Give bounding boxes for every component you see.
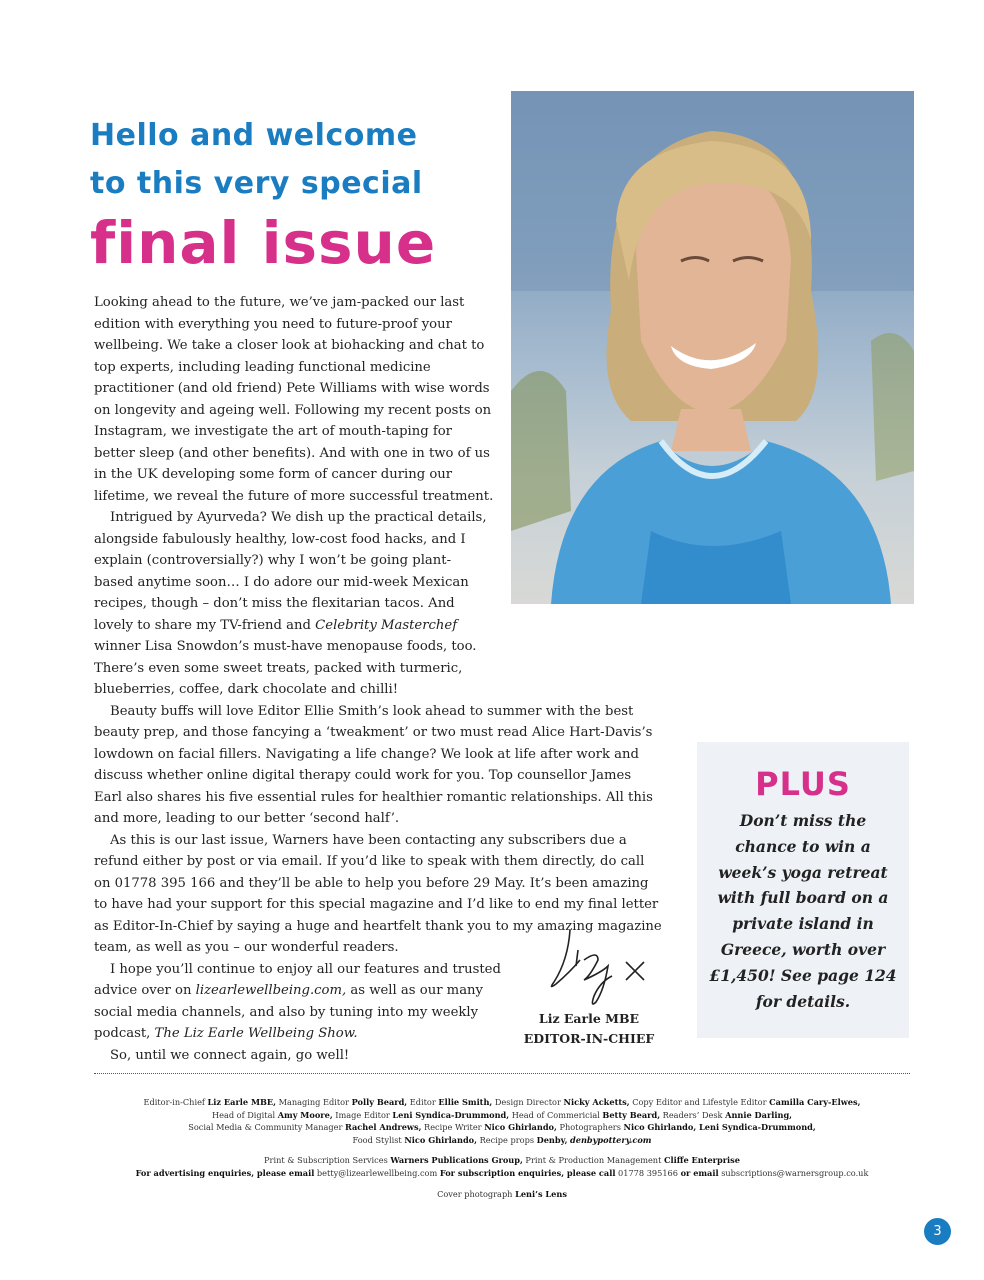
services-credits-block bbox=[94, 1154, 910, 1179]
credit-role: Photographers bbox=[556, 1122, 624, 1133]
credit-role: 01778 395166 bbox=[615, 1167, 681, 1178]
credit-name: Polly Beard, bbox=[351, 1097, 408, 1107]
credit-role: Head of Commericial bbox=[509, 1109, 603, 1120]
credit-role: Copy Editor and Lifestyle Editor bbox=[629, 1097, 770, 1107]
credit-name: Liz Earle MBE, bbox=[207, 1097, 277, 1107]
heading-line-3: final issue bbox=[90, 209, 437, 277]
letter-paragraph-2 bbox=[94, 507, 489, 701]
credits-row bbox=[94, 1134, 910, 1147]
credit-name: denbypottery.com bbox=[570, 1134, 652, 1145]
credit-name: or email bbox=[680, 1167, 719, 1178]
editor-name: Liz Earle MBE bbox=[538, 1011, 640, 1026]
credit-role: Editor-in-Chief bbox=[143, 1097, 208, 1107]
cover-credit-block bbox=[94, 1188, 910, 1201]
letter-paragraph-4-text: As this is our last issue, Warners have been contacting any subscribers due a refund either by post or via email. If you’d like to speak with them directly, do call on 01778 395 166 and they’ll be able to help you before 29 May. It’s been amazing to have had your support for this special magazine and I’d like to end my final letter as Editor-In-Chief by saying a huge and heartfelt thank you to my amazing magazine team, as well as you – our wonderful readers. bbox=[94, 832, 662, 955]
page-heading bbox=[90, 112, 510, 278]
website-link[interactable]: lizearlewellbeing.com, bbox=[195, 983, 347, 998]
letter-paragraph-2-text-a: Intrigued by Ayurveda? We dish up the practical details, alongside fabulously healthy, low-cost food hacks, and I explain (controversially?) why I won’t be going plant-based anytime soon… I do adore our mid-week Mexican recipes, though – don’t miss the flexitarian tacos. And lovely to share my TV-friend and bbox=[94, 510, 487, 633]
credit-role: betty@lizearlewellbeing.com bbox=[314, 1167, 440, 1178]
credit-role: Print & Production Management bbox=[522, 1155, 664, 1166]
podcast-title: The Liz Earle Wellbeing Show. bbox=[154, 1026, 358, 1041]
plus-competition-box bbox=[697, 742, 909, 1038]
credit-name: For subscription enquiries, please call bbox=[439, 1167, 616, 1178]
heading-line-2: to this very special bbox=[90, 166, 423, 201]
credit-name: Nico Ghirlando, Leni Syndica-Drummond, bbox=[623, 1122, 816, 1133]
credit-name: Ellie Smith, bbox=[438, 1097, 493, 1107]
credit-role: Managing Editor bbox=[276, 1097, 352, 1107]
letter-paragraph-6: So, until we connect again, go well! bbox=[110, 1047, 350, 1063]
credits-row bbox=[94, 1188, 910, 1201]
credit-role: Social Media & Community Manager bbox=[188, 1122, 345, 1133]
credit-role: Recipe Writer bbox=[421, 1122, 485, 1133]
credit-name: Nicky Acketts, bbox=[563, 1097, 630, 1107]
page-number-badge: 3 bbox=[924, 1218, 951, 1245]
credit-name: Leni’s Lens bbox=[515, 1188, 567, 1199]
credits-row bbox=[94, 1096, 910, 1109]
credits-row bbox=[94, 1109, 910, 1122]
heading-line-1: Hello and welcome bbox=[90, 118, 418, 153]
letter-paragraph-5-text-a: I hope you’ll continue to enjoy all our features and trusted advice over on bbox=[94, 961, 501, 998]
credit-name: Annie Darling, bbox=[725, 1109, 793, 1120]
editor-signoff bbox=[514, 1009, 664, 1049]
credit-role: Cover photograph bbox=[437, 1188, 516, 1199]
credit-name: Denby, bbox=[536, 1134, 568, 1145]
letter-paragraph-1: Looking ahead to the future, we’ve jam-packed our last edition with everything you need to future-proof your wellbeing. We take a closer look at biohacking and chat to top experts, including leading functional medicine practitioner (and old friend) Pete Williams with wise words on longevity and ageing well. Following my recent posts on Instagram, we investigate the art of mouth-taping for better sleep (and other benefits). And with one in two of us in the UK developing some form of cancer during our lifetime, we reveal the future of more successful treatment. bbox=[94, 295, 494, 504]
celebrity-masterchef-title: Celebrity Masterchef bbox=[315, 617, 458, 633]
editor-title: EDITOR-IN-CHIEF bbox=[523, 1031, 655, 1046]
credits-row bbox=[94, 1154, 910, 1167]
letter-paragraph-3: Beauty buffs will love Editor Ellie Smith’s look ahead to summer with the best beauty prep, and those fancying a ‘tweakment’ or two must read Alice Hart-Davis’s lowdown on facial fillers. Navigating a life change? We look at life after work and discuss whether online digital therapy could work for you. Top counsellor James Earl also shares his five essential rules for healthier romantic relationships. All this and more, leading to our better ‘second half’. bbox=[94, 703, 653, 826]
credit-role: subscriptions@warnersgroup.co.uk bbox=[718, 1167, 869, 1178]
staff-credits-block bbox=[94, 1096, 910, 1146]
credit-name: For advertising enquiries, please email bbox=[135, 1167, 315, 1178]
credit-name: Leni Syndica-Drummond, bbox=[392, 1109, 510, 1120]
credit-name: Nico Ghirlando, bbox=[484, 1122, 557, 1133]
handwritten-signature bbox=[540, 920, 650, 1010]
masthead-credits bbox=[94, 1096, 910, 1208]
credit-name: Warners Publications Group, bbox=[390, 1155, 523, 1166]
credit-role: Head of Digital bbox=[211, 1109, 278, 1120]
credit-name: Betty Beard, bbox=[602, 1109, 661, 1120]
plus-title: PLUS bbox=[755, 765, 851, 803]
letter-paragraph-2-text-b: winner Lisa Snowdon’s must-have menopause foods, too. There’s even some sweet treats, packed with turmeric, blueberries, coffee, dark chocolate and chilli! bbox=[94, 639, 477, 697]
credit-role: Food Stylist bbox=[352, 1134, 405, 1145]
credits-row bbox=[94, 1121, 910, 1134]
letter-paragraph-5 bbox=[94, 959, 514, 1045]
credit-role: Print & Subscription Services bbox=[264, 1155, 391, 1166]
credit-name: Rachel Andrews, bbox=[344, 1122, 422, 1133]
credit-role: Image Editor bbox=[332, 1109, 393, 1120]
credit-role: Editor bbox=[407, 1097, 439, 1107]
credit-name: Nico Ghirlando, bbox=[404, 1134, 477, 1145]
credit-role: Design Director bbox=[492, 1097, 564, 1107]
plus-competition-text: Don’t miss the chance to win a week’s yoga retreat with full board on a private island in Greece, worth over £1,450! See page 124 for details. bbox=[709, 811, 897, 1011]
credits-row bbox=[94, 1167, 910, 1180]
credit-role: Recipe props bbox=[476, 1134, 537, 1145]
dotted-divider bbox=[94, 1073, 910, 1074]
credit-name: Amy Moore, bbox=[277, 1109, 333, 1120]
credit-role: Readers’ Desk bbox=[660, 1109, 726, 1120]
credit-name: Cliffe Enterprise bbox=[663, 1155, 740, 1166]
letter-paragraph-5-text-b: as well as our many social media channels, and also by tuning into my weekly podcast, bbox=[94, 983, 483, 1041]
credit-name: Camilla Cary-Elwes, bbox=[769, 1097, 861, 1107]
